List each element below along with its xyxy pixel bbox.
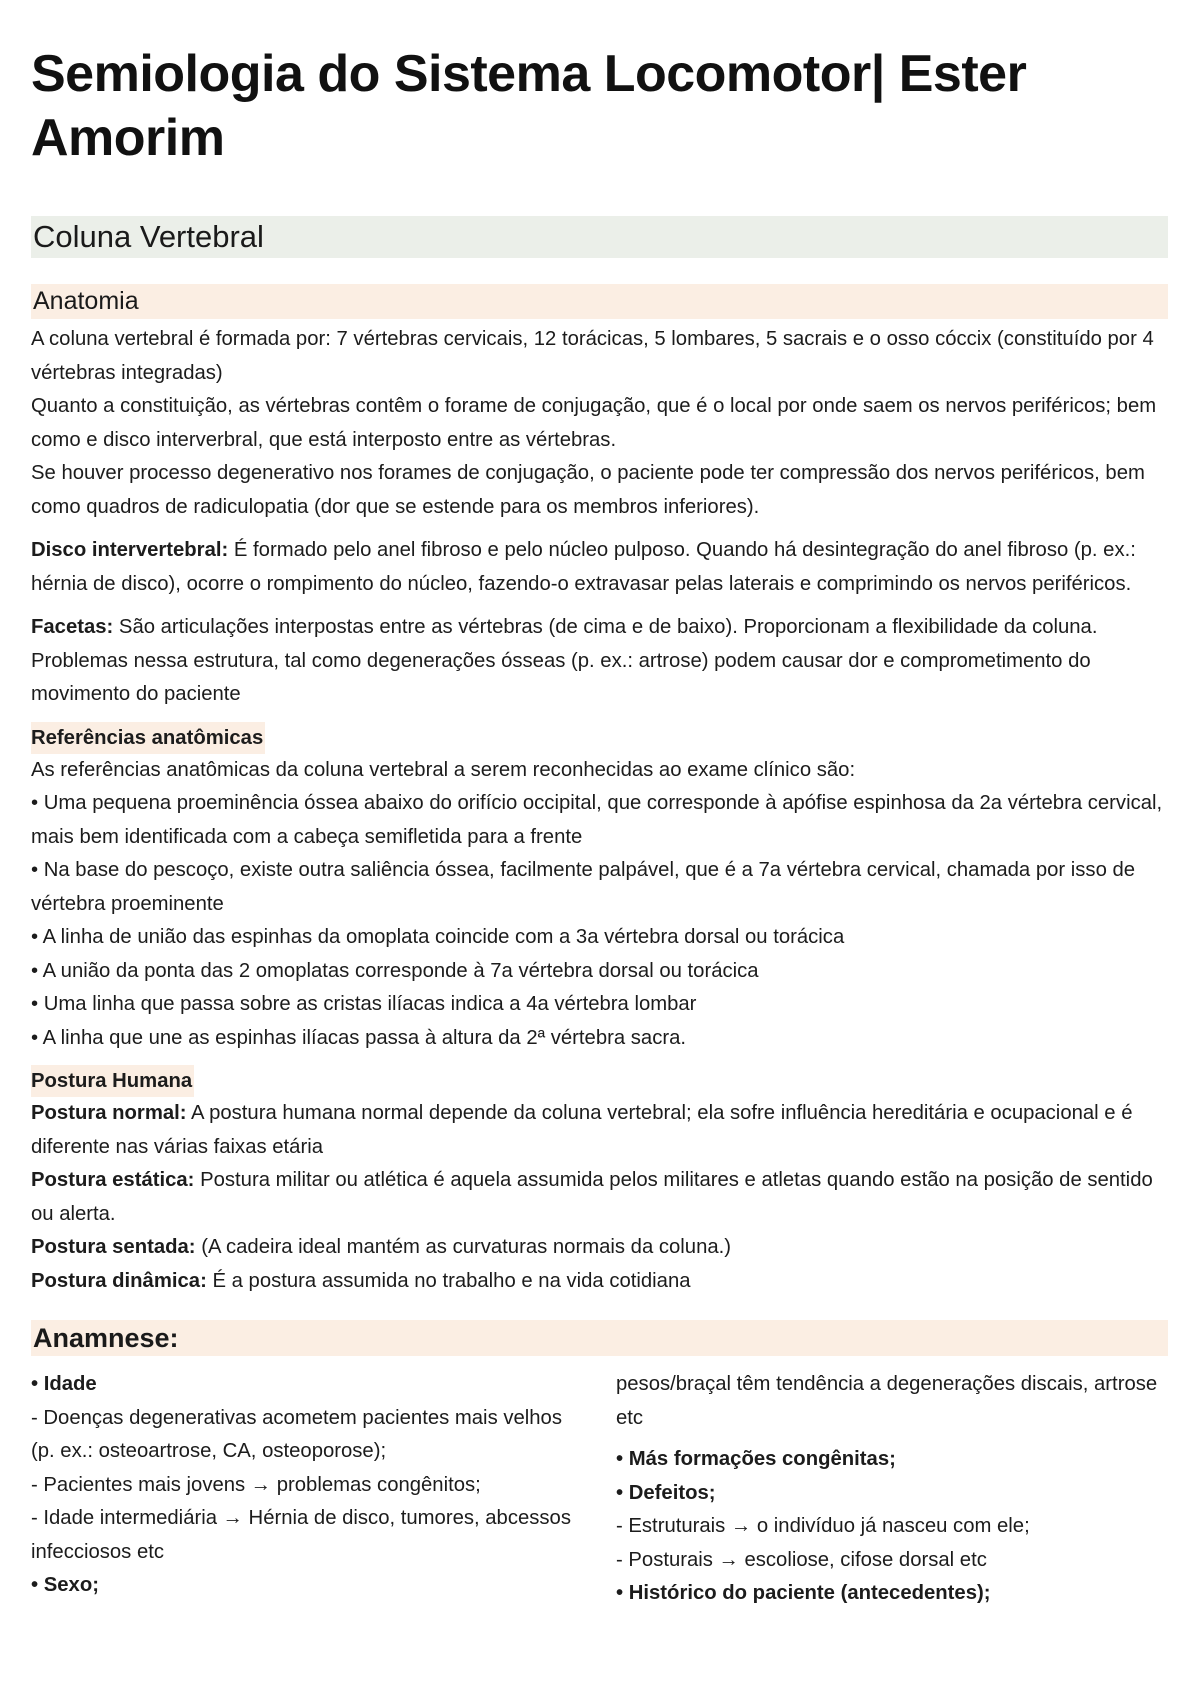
list-item: (p. ex.: osteoartrose, CA, osteoporose);: [31, 1440, 387, 1462]
postura-text: (A cadeira ideal mantém as curvaturas normais da coluna.): [195, 1236, 732, 1258]
list-item: - Pacientes mais jovens → problemas congênitos;: [31, 1473, 481, 1496]
facetas-paragraph: [31, 611, 1168, 712]
list-item: - Posturais → escoliose, cifose dorsal etc: [616, 1548, 987, 1571]
mas-formacoes-item: • Más formações congênitas;: [616, 1448, 896, 1470]
postura-text: Postura militar ou atlética é aquela assumida pelos militares e atletas quando estão na posição de sentido ou alerta.: [31, 1169, 1153, 1225]
list-item: • Na base do pescoço, existe outra saliência óssea, facilmente palpável, que é a 7a vértebra cervical, chamada por isso de vértebra proeminente: [31, 859, 1136, 915]
section-heading: Coluna Vertebral: [31, 216, 1168, 258]
referencias-intro: As referências anatômicas da coluna vertebral a serem reconhecidas ao exame clínico são:: [31, 758, 856, 781]
paragraph: Quanto a constituição, as vértebras contêm o forame de conjugação, que é o local por onde saem os nervos periféricos; bem como e disco interverbral, que está interposto entre as vértebras.: [31, 395, 1157, 451]
anamnese-columns: [31, 1368, 1168, 1611]
anatomia-heading: Anatomia: [31, 284, 1168, 319]
postura-label: Postura dinâmica:: [31, 1269, 207, 1292]
document-title: Semiologia do Sistema Locomotor| Ester Amorim: [31, 45, 1027, 167]
disco-label: Disco intervertebral:: [31, 539, 229, 561]
postura-text: É a postura assumida no trabalho e na vida cotidiana: [206, 1269, 691, 1292]
historico-item: • Histórico do paciente (antecedentes);: [616, 1582, 991, 1604]
sexo-item: • Sexo;: [31, 1574, 99, 1596]
anamnese-heading: Anamnese:: [31, 1320, 1168, 1356]
list-item: • A linha de união das espinhas da omoplata coincide com a 3a vértebra dorsal ou torácica: [31, 926, 845, 948]
list-item: - Estruturais → o indivíduo já nasceu com ele;: [616, 1515, 1030, 1537]
postura-item: [31, 1097, 1168, 1164]
postura-label: Postura normal:: [31, 1102, 187, 1124]
facetas-text: São articulações interpostas entre as vértebras (de cima e de baixo). Proporcionam a flexibilidade da coluna. Problemas nessa estrutura, tal como degenerações ósseas (p. ex.: artrose) podem causar dor e comprometimento do movimento do paciente: [31, 616, 1098, 705]
postura-text: A postura humana normal depende da coluna vertebral; ela sofre influência hereditária e ocupacional e é diferente nas várias faixas etária: [31, 1102, 1133, 1158]
disco-text: É formado pelo anel fibroso e pelo núcleo pulposo. Quando há desintegração do anel fibroso (p. ex.: hérnia de disco), ocorre o rompimento do núcleo, fazendo-o extravasar pelas laterais e comprimindo os nervos periféricos.: [31, 539, 1136, 595]
list-item: • Uma pequena proeminência óssea abaixo do orifício occipital, que corresponde à apófise espinhosa da 2a vértebra cervical, mais bem identificada com a cabeça semifletida para a frente: [31, 792, 1163, 848]
referencias-heading: Referências anatômicas: [31, 722, 265, 754]
disco-paragraph: [31, 534, 1168, 601]
postura-heading: Postura Humana: [31, 1065, 194, 1097]
anamnese-column-left: [31, 1368, 616, 1611]
list-item: • Uma linha que passa sobre as cristas ilíacas indica a 4a vértebra lombar: [31, 993, 697, 1015]
list-item: - Doenças degenerativas acometem pacientes mais velhos: [31, 1406, 562, 1429]
paragraph: Se houver processo degenerativo nos forames de conjugação, o paciente pode ter compressão dos nervos periféricos, bem como quadros de radiculopatia (dor que se estende para os membros inferiores).: [31, 462, 1145, 518]
list-item: • A união da ponta das 2 omoplatas corresponde à 7a vértebra dorsal ou torácica: [31, 959, 759, 982]
postura-label: Postura sentada:: [31, 1236, 196, 1258]
facetas-label: Facetas:: [31, 616, 114, 638]
anamnese-column-right: [616, 1368, 1168, 1611]
postura-item: [31, 1265, 1168, 1299]
referencias-list: [31, 787, 1168, 1055]
anatomia-intro: [31, 323, 1168, 524]
postura-label: Postura estática:: [31, 1169, 195, 1191]
paragraph: A coluna vertebral é formada por: 7 vértebras cervicais, 12 torácicas, 5 lombares, 5 sacrais e o osso cóccix (constituído por 4 vértebras integradas): [31, 328, 1154, 384]
continuation-text: pesos/braçal têm tendência a degenerações discais, artrose etc: [616, 1373, 1158, 1429]
idade-item: • Idade: [31, 1373, 97, 1395]
defeitos-item: • Defeitos;: [616, 1481, 716, 1504]
list-item: • A linha que une as espinhas ilíacas passa à altura da 2ª vértebra sacra.: [31, 1026, 687, 1049]
postura-item: [31, 1231, 1168, 1265]
postura-item: [31, 1164, 1168, 1231]
postura-list: [31, 1097, 1168, 1298]
list-item: - Idade intermediária → Hérnia de disco, tumores, abcessos infecciosos etc: [31, 1507, 571, 1563]
